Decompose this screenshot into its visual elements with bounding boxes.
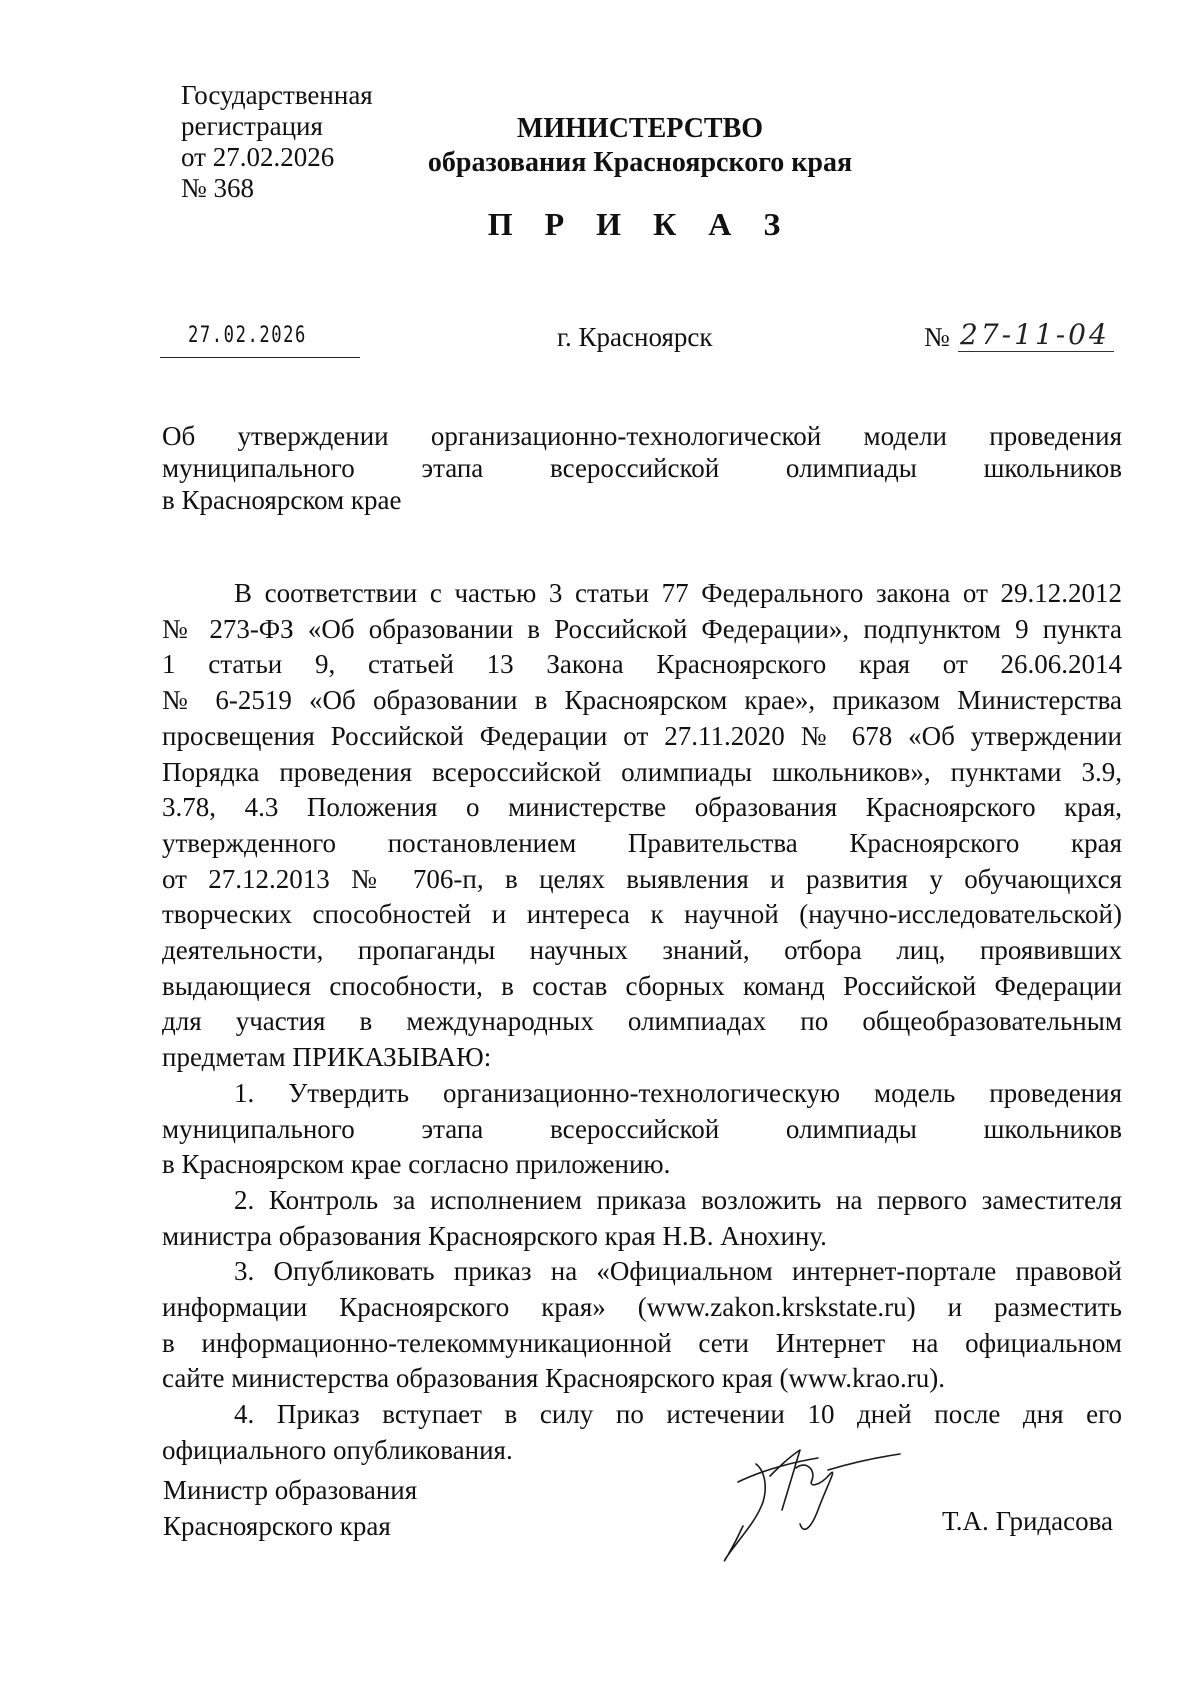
body-line: от 27.12.2013 № 706-п, в целях выявления и развития у обучающихся [162, 863, 1122, 894]
order-item-2 [162, 1183, 1122, 1254]
body-line: просвещения Российской Федерации от 27.11.2020 № 678 «Об утверждении [162, 720, 1122, 751]
body-line: 4. Приказ вступает в силу по истечении 10 дней после дня его [234, 1399, 1122, 1430]
order-city: г. Красноярск [557, 322, 713, 352]
body-line: в Красноярском крае согласно приложению. [162, 1149, 671, 1180]
body-line: Порядка проведения всероссийской олимпиады школьников», пунктами 3.9, [162, 756, 1122, 787]
signatory-title [163, 1472, 417, 1544]
signatory-name: Т.А. Гридасова [942, 1506, 1113, 1536]
body-line: 2. Контроль за исполнением приказа возложить на первого заместителя [234, 1184, 1122, 1215]
body-line: деятельности, пропаганды научных знаний, отбора лиц, проявивших [162, 935, 1122, 966]
body-line: предметам ПРИКАЗЫВАЮ: [162, 1042, 492, 1073]
order-subject [162, 420, 1122, 516]
signatory-title-line: Министр образования [163, 1475, 418, 1505]
ministry-header [400, 112, 880, 180]
order-date-handwritten: 27.02.2026 [188, 323, 307, 348]
order-item-1 [162, 1076, 1122, 1183]
body-line: муниципального этапа всероссийской олимпиады школьников [162, 1113, 1122, 1144]
body-line: В соответствии с частью 3 статьи 77 Федерального закона от 29.12.2012 [234, 578, 1122, 608]
body-line: информации Красноярского края» (www.zakon.krskstate.ru) и разместить [162, 1292, 1122, 1323]
body-line: № 6-2519 «Об образовании в Красноярском крае», приказом Министерства [162, 685, 1122, 716]
body-line: 3. Опубликовать приказ на «Официальном интернет-портале правовой [234, 1256, 1122, 1287]
document-type-title: П Р И К А З [487, 206, 793, 242]
subject-line: Об утверждении организационно-технологической модели проведения [162, 421, 1122, 451]
ministry-name: МИНИСТЕРСТВО [516, 113, 764, 144]
order-item-4 [162, 1397, 1122, 1468]
body-line: министра образования Красноярского края Н.В. Анохину. [162, 1220, 827, 1251]
ministry-subtitle: образования Красноярского края [427, 147, 853, 178]
registration-line: регистрация [181, 111, 323, 141]
body-line: творческих способностей и интереса к научной (научно-исследовательской) [162, 899, 1122, 930]
body-line: утвержденного постановлением Правительства Красноярского края [162, 827, 1122, 858]
body-line: официального опубликования. [162, 1434, 513, 1465]
body-line: 3.78, 4.3 Положения о министерстве образования Красноярского края, [162, 792, 1122, 823]
handwritten-signature [708, 1440, 908, 1570]
registration-block [181, 80, 373, 204]
order-date-field [160, 323, 360, 358]
body-line: в информационно-телекоммуникационной сети Интернет на официальном [162, 1327, 1122, 1358]
order-body [162, 576, 1122, 1469]
body-line: 1 статьи 9, статьей 13 Закона Красноярского края от 26.06.2014 [162, 649, 1122, 680]
body-line: для участия в международных олимпиадах по общеобразовательным [162, 1006, 1122, 1037]
registration-line: Государственная [181, 80, 373, 110]
body-line: сайте министерства образования Красноярского края (www.krao.ru). [162, 1363, 945, 1394]
order-number-handwritten: 27-11-04 [958, 318, 1114, 352]
order-number-label: № [924, 322, 950, 352]
body-line: 1. Утвердить организационно-технологическую модель проведения [234, 1077, 1122, 1108]
order-item-3 [162, 1254, 1122, 1397]
subject-line: муниципального этапа всероссийской олимпиады школьников [162, 453, 1122, 483]
body-line: выдающиеся способности, в состав сборных команд Российской Федерации [162, 970, 1122, 1001]
signatory-title-line: Красноярского края [163, 1511, 391, 1541]
body-line: № 273-ФЗ «Об образовании в Российской Федерации», подпунктом 9 пункта [162, 613, 1122, 644]
registration-date: от 27.02.2026 [181, 142, 335, 172]
subject-line: в Красноярском крае [162, 485, 402, 515]
registration-number: № 368 [181, 173, 255, 203]
preamble-paragraph [162, 576, 1122, 1076]
